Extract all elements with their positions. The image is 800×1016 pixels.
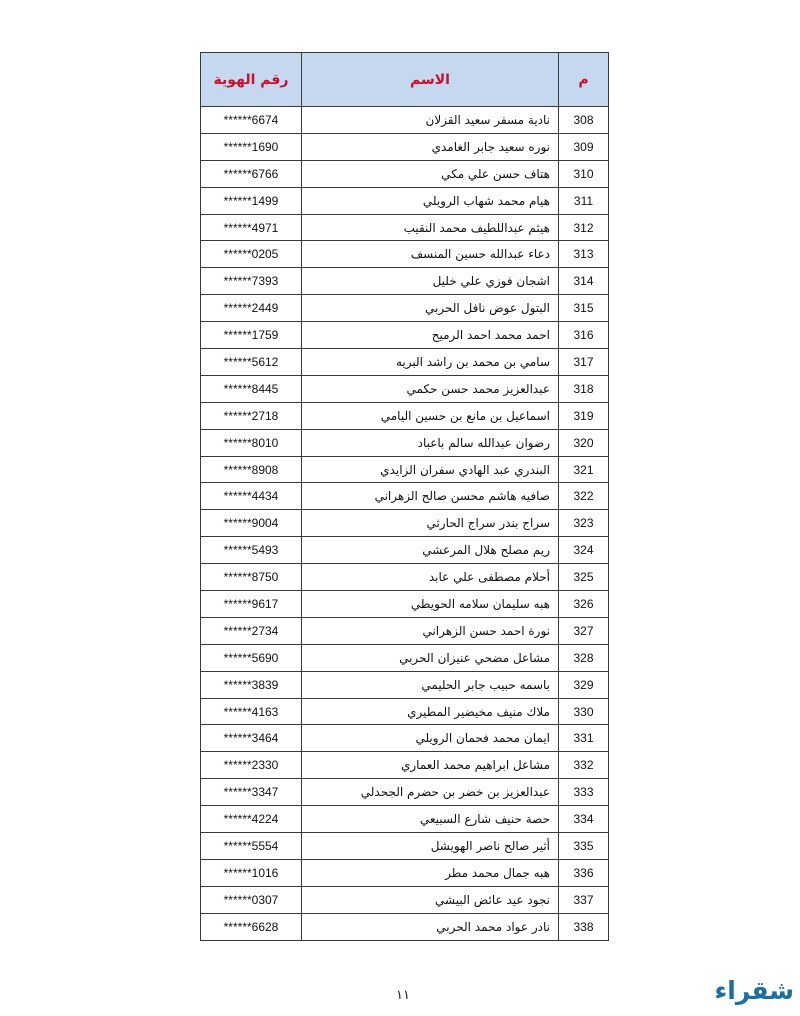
row-name: نجود عيد عائض البيشي <box>302 886 559 913</box>
row-index: 322 <box>559 483 609 510</box>
row-name: اسماعيل بن مانع بن حسين اليامي <box>302 402 559 429</box>
row-id-number: ******2449 <box>201 295 302 322</box>
row-index: 319 <box>559 402 609 429</box>
row-index: 317 <box>559 349 609 376</box>
row-id-number: ******1690 <box>201 133 302 160</box>
row-name: نادية مسفر سعيد القزلان <box>302 107 559 134</box>
table-row <box>201 833 609 860</box>
row-id-number: ******6628 <box>201 913 302 940</box>
row-id-number: ******8750 <box>201 564 302 591</box>
row-index: 338 <box>559 913 609 940</box>
row-index: 333 <box>559 779 609 806</box>
row-name: نادر عواد محمد الحربي <box>302 913 559 940</box>
table-row <box>201 806 609 833</box>
row-index: 318 <box>559 375 609 402</box>
row-name: أثير صالح ناصر الهويشل <box>302 833 559 860</box>
row-index: 315 <box>559 295 609 322</box>
names-table <box>200 52 609 941</box>
table-row <box>201 402 609 429</box>
table-row <box>201 564 609 591</box>
row-index: 321 <box>559 456 609 483</box>
table-row <box>201 591 609 618</box>
row-name: البتول عوض نافل الحربي <box>302 295 559 322</box>
row-id-number: ******3347 <box>201 779 302 806</box>
row-name: باسمه حبيب جابر الحليمي <box>302 671 559 698</box>
logo-text: شقراء <box>714 976 794 1005</box>
row-index: 332 <box>559 752 609 779</box>
row-id-number: ******8445 <box>201 375 302 402</box>
row-id-number: ******3839 <box>201 671 302 698</box>
row-id-number: ******9617 <box>201 591 302 618</box>
table-row <box>201 671 609 698</box>
table-row <box>201 886 609 913</box>
row-id-number: ******5690 <box>201 644 302 671</box>
row-index: 316 <box>559 322 609 349</box>
row-id-number: ******1759 <box>201 322 302 349</box>
page-number: ١١ <box>396 988 410 1003</box>
table-row <box>201 779 609 806</box>
row-index: 325 <box>559 564 609 591</box>
table-row <box>201 913 609 940</box>
table-row <box>201 107 609 134</box>
row-id-number: ******4224 <box>201 806 302 833</box>
table-row <box>201 322 609 349</box>
row-id-number: ******8908 <box>201 456 302 483</box>
row-name: هتاف حسن علي مكي <box>302 160 559 187</box>
row-id-number: ******4971 <box>201 214 302 241</box>
row-name: ايمان محمد فحمان الرويلي <box>302 725 559 752</box>
row-name: مشاعل مضحي عنيزان الحربي <box>302 644 559 671</box>
row-name: اشجان فوزي علي خليل <box>302 268 559 295</box>
table-row <box>201 241 609 268</box>
row-index: 329 <box>559 671 609 698</box>
table-row <box>201 752 609 779</box>
row-index: 308 <box>559 107 609 134</box>
row-index: 310 <box>559 160 609 187</box>
row-name: رضوان عبدالله سالم باعباد <box>302 429 559 456</box>
row-name: عبدالعزيز بن خضر بن حضرم الجحدلي <box>302 779 559 806</box>
table-row <box>201 133 609 160</box>
row-id-number: ******1016 <box>201 859 302 886</box>
row-index: 324 <box>559 537 609 564</box>
row-id-number: ******4434 <box>201 483 302 510</box>
table-row <box>201 483 609 510</box>
row-index: 313 <box>559 241 609 268</box>
row-id-number: ******2718 <box>201 402 302 429</box>
row-index: 309 <box>559 133 609 160</box>
row-name: حصة حنيف شارع السبيعي <box>302 806 559 833</box>
row-index: 336 <box>559 859 609 886</box>
row-name: صافيه هاشم محسن صالح الزهراني <box>302 483 559 510</box>
table-row <box>201 187 609 214</box>
header-name: الاسم <box>302 53 559 107</box>
row-index: 320 <box>559 429 609 456</box>
table-row <box>201 160 609 187</box>
row-name: نوره سعيد جابر الغامدي <box>302 133 559 160</box>
header-row <box>201 53 609 107</box>
table-body <box>201 107 609 941</box>
row-index: 335 <box>559 833 609 860</box>
row-name: عبدالعزيز محمد حسن حكمي <box>302 375 559 402</box>
table-row <box>201 214 609 241</box>
row-index: 311 <box>559 187 609 214</box>
row-index: 334 <box>559 806 609 833</box>
row-id-number: ******6766 <box>201 160 302 187</box>
row-id-number: ******4163 <box>201 698 302 725</box>
table-row <box>201 349 609 376</box>
row-name: دعاء عبدالله حسين المنسف <box>302 241 559 268</box>
table-row <box>201 295 609 322</box>
row-id-number: ******6674 <box>201 107 302 134</box>
row-id-number: ******2330 <box>201 752 302 779</box>
table-row <box>201 859 609 886</box>
row-name: هيام محمد شهاب الرويلي <box>302 187 559 214</box>
row-name: سراج بندر سراج الحارثي <box>302 510 559 537</box>
row-index: 330 <box>559 698 609 725</box>
row-id-number: ******3464 <box>201 725 302 752</box>
row-index: 337 <box>559 886 609 913</box>
table-row <box>201 429 609 456</box>
table-row <box>201 644 609 671</box>
row-index: 328 <box>559 644 609 671</box>
row-name: هبه جمال محمد مطر <box>302 859 559 886</box>
row-id-number: ******1499 <box>201 187 302 214</box>
table-row <box>201 537 609 564</box>
row-name: ملاك منيف مخيضير المطيري <box>302 698 559 725</box>
row-name: نورة احمد حسن الزهراني <box>302 617 559 644</box>
table-header <box>201 53 609 107</box>
row-index: 331 <box>559 725 609 752</box>
row-id-number: ******2734 <box>201 617 302 644</box>
row-index: 312 <box>559 214 609 241</box>
row-name: احمد محمد احمد الرميح <box>302 322 559 349</box>
table-row <box>201 456 609 483</box>
header-id-number: رقم الهوية <box>201 53 302 107</box>
row-index: 326 <box>559 591 609 618</box>
row-name: هبه سليمان سلامه الحويطي <box>302 591 559 618</box>
row-id-number: ******5554 <box>201 833 302 860</box>
table-row <box>201 617 609 644</box>
table-row <box>201 268 609 295</box>
table-row <box>201 375 609 402</box>
table-row <box>201 725 609 752</box>
row-id-number: ******9004 <box>201 510 302 537</box>
row-id-number: ******0205 <box>201 241 302 268</box>
row-name: هيثم عبداللطيف محمد النقيب <box>302 214 559 241</box>
row-id-number: ******8010 <box>201 429 302 456</box>
row-name: مشاعل ابراهيم محمد العماري <box>302 752 559 779</box>
row-index: 327 <box>559 617 609 644</box>
row-id-number: ******0307 <box>201 886 302 913</box>
row-name: أحلام مصطفى علي عابد <box>302 564 559 591</box>
table-row <box>201 698 609 725</box>
row-name: ريم مصلح هلال المرعشي <box>302 537 559 564</box>
row-id-number: ******5612 <box>201 349 302 376</box>
site-logo <box>714 974 794 1008</box>
header-index: م <box>559 53 609 107</box>
row-index: 314 <box>559 268 609 295</box>
table-row <box>201 510 609 537</box>
row-name: البندري عبد الهادي سفران الزايدي <box>302 456 559 483</box>
row-id-number: ******5493 <box>201 537 302 564</box>
row-name: سامي بن محمد بن راشد البريه <box>302 349 559 376</box>
row-index: 323 <box>559 510 609 537</box>
row-id-number: ******7393 <box>201 268 302 295</box>
